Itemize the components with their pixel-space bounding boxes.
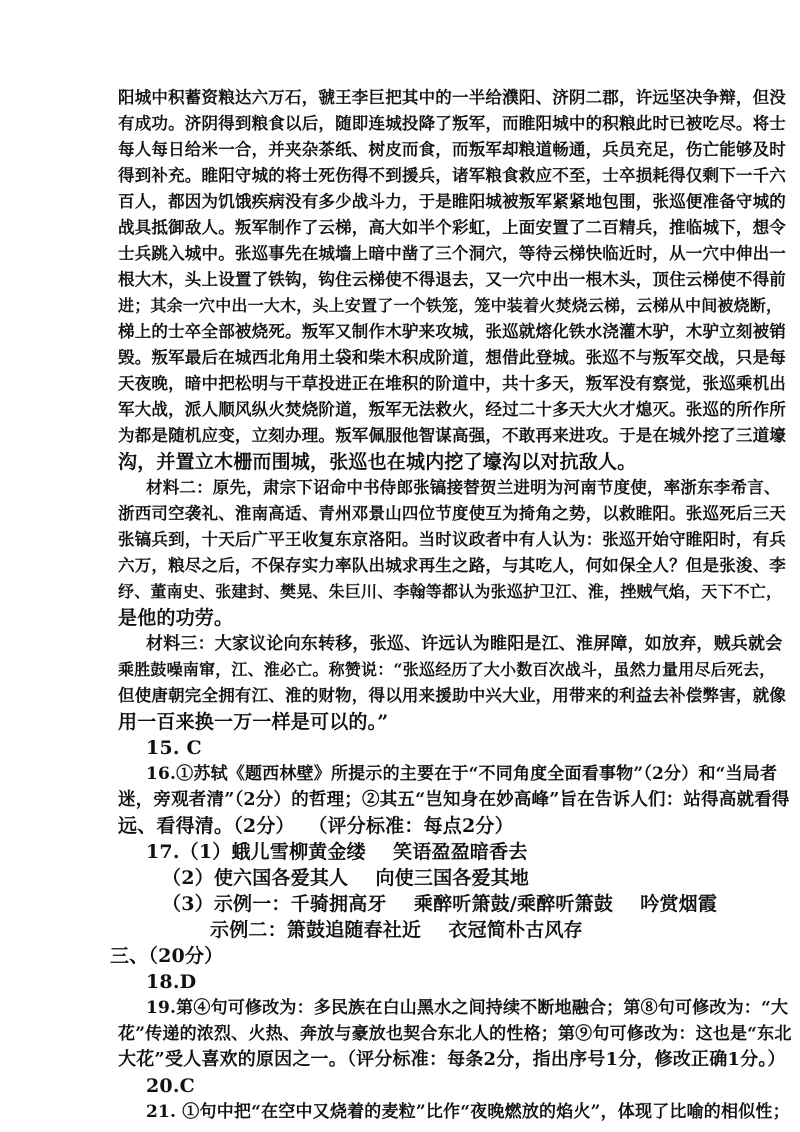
text-line: 战具抵御敌人。叛军制作了云梯，高大如半个彩虹，上面安置了二百精兵，推临城下，想令 xyxy=(118,218,786,237)
text-line: 有成功。济阴得到粮食以后，随即连城投降了叛军，而睢阳城中的积粮此时已被吃尽。将士 xyxy=(118,114,786,133)
text-line: 张镐兵到，十天后广平王收复东京洛阳。当时议政者中有人认为：张巡开始守睢阳时，有兵 xyxy=(118,530,786,549)
answer-21-line: 21. ①句中把“在空中又烧着的麦粒”比作“夜晚燃放的焰火”，体现了比喻的相似性； xyxy=(146,1102,790,1122)
text-line: 沟，并置立木栅而围城，张巡也在城内挖了壕沟以对抗敌人。 xyxy=(118,451,637,473)
text-line: 但使唐朝完全拥有江、淮的财物，得以用来援助中兴大业，用带来的利益去补偿弊害，就像 xyxy=(118,686,786,705)
material-two-heading-line: 材料二：原先，肃宗下诏命中书侍郎张镐接替贺兰进明为河南节度使，率浙东李希言、 xyxy=(146,478,781,497)
answer-17-item-1: 17.（1）蛾儿雪柳黄金缕 笑语盈盈暗香去 xyxy=(146,841,528,863)
text-line: 六万，粮尽之后，不保存实力率队出城求再生之路，与其吃人，何如保全人？但是张浚、李 xyxy=(118,556,786,575)
material-three-heading-line: 材料三：大家议论向东转移，张巡、许远认为睢阳是江、淮屏障，如放弃，贼兵就会 xyxy=(146,634,783,654)
text-line: 士兵跳入城中。张巡事先在城墙上暗中凿了三个洞穴，等待云梯快临近时，从一穴中伸出一 xyxy=(118,244,786,263)
answer-18: 18.D xyxy=(146,971,197,993)
text-line: 为都是随机应变，立刻办理。叛军佩服他智谋高强，不敢再来进攻。于是在城外挖了三道壕 xyxy=(118,426,786,445)
answer-16-line: 迷，旁观者清”（2分）的哲理；②其五“岂知身在妙高峰”旨在告诉人们：站得高就看得 xyxy=(118,790,790,810)
answer-15: 15. C xyxy=(146,737,202,759)
section-three-heading: 三、（20分） xyxy=(110,945,224,967)
answer-17-item-3-example-2: 示例二：箫鼓追随春社近 衣冠简朴古风存 xyxy=(210,919,583,941)
text-line: 梯上的士卒全部被烧死。叛军又制作木驴来攻城，张巡就熔化铁水浇灌木驴，木驴立刻被销 xyxy=(118,322,786,341)
answer-20: 20.C xyxy=(146,1075,195,1097)
text-line: 天夜晚，暗中把松明与干草投进正在堆积的阶道中，共十多天，叛军没有察觉，张巡乘机出 xyxy=(118,374,786,393)
text-line: 每人每日给米一合，并夹杂茶纸、树皮而食，而叛军却粮道畅通，兵员充足，伤亡能够及时 xyxy=(118,140,786,159)
text-line: 浙西司空袭礼、淮南高适、青州邓景山四位节度使互为掎角之势，以救睢阳。张巡死后三天 xyxy=(118,504,786,523)
text-line: 军大战，派人顺风纵火焚烧阶道，叛军无法救火，经过二十多天大火才熄灭。张巡的所作所 xyxy=(118,400,786,419)
answer-16-line: 16.①苏轼《题西林壁》所提示的主要在于“不同角度全面看事物”（2分）和“当局者 xyxy=(146,764,778,784)
text-line: 百人，都因为饥饿疾病没有多少战斗力，于是睢阳城被叛军紧紧地包围，张巡便准备守城的 xyxy=(118,192,786,211)
text-line: 是他的功劳。 xyxy=(118,607,234,629)
text-line: 乘胜鼓噪南窜，江、淮必亡。称赞说：“张巡经历了大小数百次战斗，虽然力量用尽后死去， xyxy=(118,660,776,679)
answer-16-line: 远、看得清。（2分） （评分标准：每点2分） xyxy=(118,815,514,837)
text-line: 毁。叛军最后在城西北角用土袋和柴木积成阶道，想借此登城。张巡不与叛军交战，只是每 xyxy=(118,348,786,367)
text-line: 根大木，头上设置了铁钩，钩住云梯使不得退去，又一穴中出一根木头，顶住云梯使不得前 xyxy=(118,270,786,289)
text-line: 用一百来换一万一样是可以的。” xyxy=(118,711,389,733)
text-line: 进；其余一穴中出一大木，头上安置了一个铁笼，笼中装着火焚烧云梯，云梯从中间被烧断， xyxy=(118,296,783,315)
text-line: 得到补充。睢阳守城的将士死伤得不到援兵，诸军粮食救应不至，士卒损耗得仅剩下一千六 xyxy=(118,166,786,185)
answer-19-line: 19.第④句可修改为：多民族在白山黑水之间持续不断地融合；第⑧句可修改为：“大 xyxy=(146,998,789,1018)
text-line: 纾、董南史、张建封、樊晃、朱巨川、李翰等都认为张巡护卫江、淮，挫贼气焰，天下不亡， xyxy=(118,582,783,601)
answer-17-item-3: （3）示例一：千骑拥高牙 乘醉听箫鼓/乘醉听箫鼓 吟赏烟霞 xyxy=(162,893,718,915)
answer-19-line: 大花”受人喜欢的原因之一。（评分标准：每条2分，指出序号1分，修改正确1分。） xyxy=(118,1049,786,1070)
answer-19-line: 花”传递的浓烈、火热、奔放与豪放也契合东北人的性格；第⑨句可修改为：这也是“东北 xyxy=(118,1024,792,1044)
text-line: 阳城中积蓄资粮达六万石，虢王李巨把其中的一半给濮阳、济阴二郡，许远坚决争辩，但没 xyxy=(118,88,786,107)
answer-17-item-2: （2）使六国各爱其人 向使三国各爱其地 xyxy=(162,867,530,889)
